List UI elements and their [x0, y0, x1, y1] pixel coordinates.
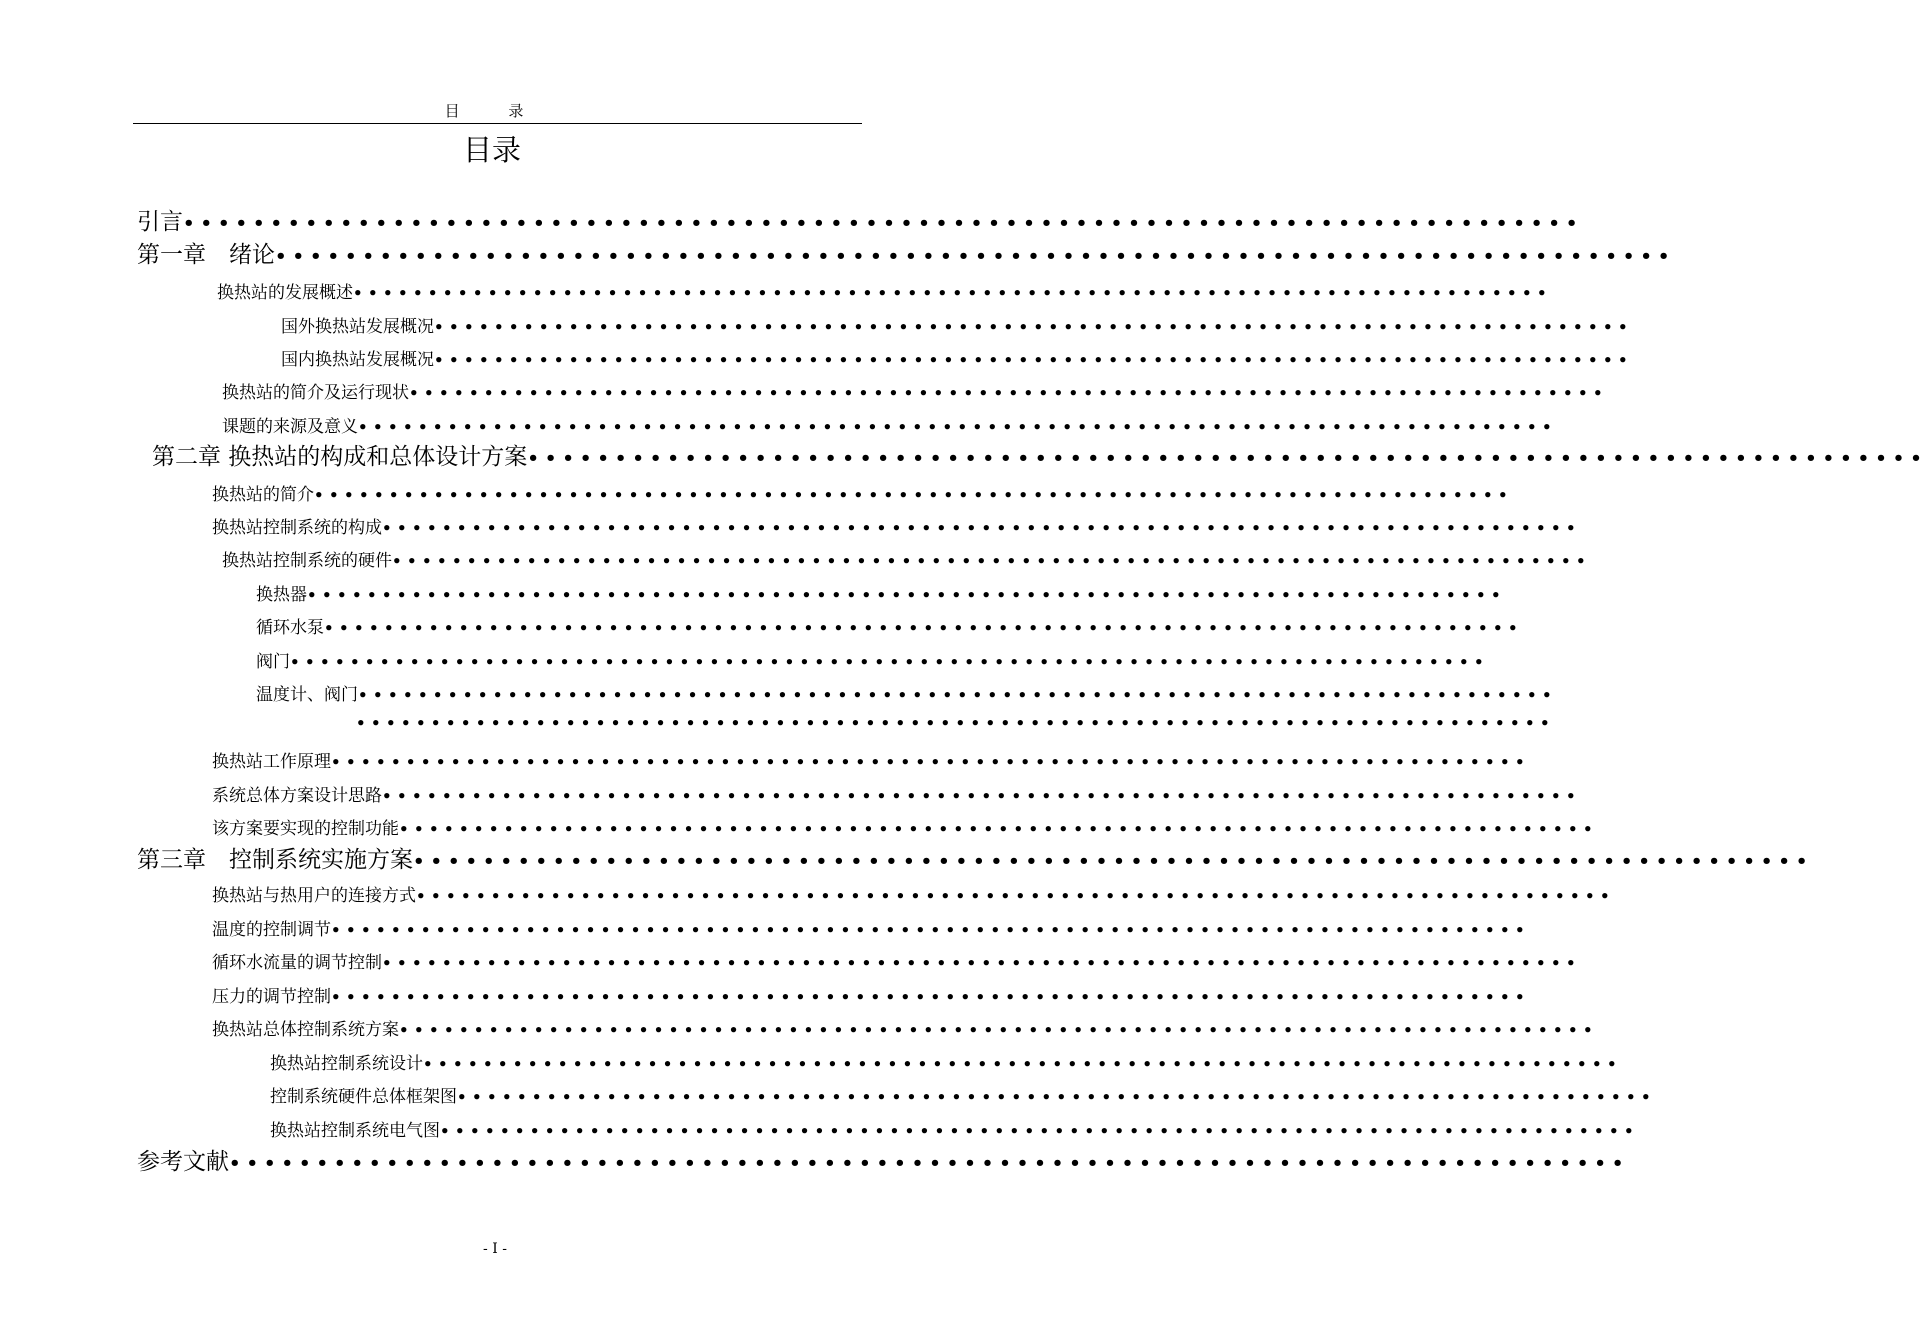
toc-entry-label: 系统总体方案设计思路	[212, 786, 382, 806]
toc-entry-label: 换热站控制系统设计	[270, 1054, 423, 1074]
toc-entry[interactable]	[356, 714, 1555, 732]
toc-entry-label: 课题的来源及意义	[222, 417, 358, 437]
toc-entry-label: 第二章 换热站的构成和总体设计方案	[152, 444, 528, 470]
toc-entry[interactable]	[270, 1082, 1656, 1107]
toc-entry[interactable]	[270, 1049, 1622, 1074]
dot-leader: ••••••••••••••••••••••••••••••••••••••••••••••••••••••••••••••••••••••••••••••••	[416, 887, 1615, 905]
toc-entry[interactable]	[212, 915, 1530, 940]
dot-leader: ••••••••••••••••••••••••••••••••••••••••••••••••••••••••••••••••••••••••••••••••	[331, 988, 1530, 1006]
dot-leader: ••••••••••••••••••••••••••••••••••••••••••••••••••••••••••••••••••••••••••••••••	[382, 519, 1581, 537]
dot-leader: ••••••••••••••••••••••••••••••••••••••••••••••••••••••••••••••••••••••••••••••••	[358, 418, 1557, 436]
toc-entry[interactable]	[137, 203, 1584, 236]
toc-entry[interactable]	[212, 781, 1581, 806]
dot-leader: ••••••••••••••••••••••••••••••••••••••••••••••••••••••••••••••••••••••••••••••••	[434, 318, 1633, 336]
dot-leader: ••••••••••••••••••••••••••••••••••••••••••••••••••••••••••••••••••••••••••••••••	[527, 448, 1928, 469]
toc-entry[interactable]	[212, 747, 1530, 772]
toc-entry[interactable]	[281, 312, 1633, 337]
toc-entry-label: 换热站控制系统电气图	[270, 1121, 440, 1141]
dot-leader: ••••••••••••••••••••••••••••••••••••••••••••••••••••••••••••••••••••••••••••••••	[457, 1088, 1656, 1106]
dot-leader: ••••••••••••••••••••••••••••••••••••••••••••••••••••••••••••••••••••••••••••••••	[399, 1021, 1598, 1039]
dot-leader: ••••••••••••••••••••••••••••••••••••••••••••••••••••••••••••••••••••••••••••••••	[275, 246, 1676, 267]
toc-entry-label: 控制系统硬件总体框架图	[270, 1087, 457, 1107]
dot-leader: ••••••••••••••••••••••••••••••••••••••••••••••••••••••••••••••••••••••••••••••••	[382, 787, 1581, 805]
page-number: - I -	[483, 1241, 507, 1257]
toc-entry-label: 换热站控制系统的构成	[212, 518, 382, 538]
toc-entry-label: 国内换热站发展概况	[281, 350, 434, 370]
toc-entry-label: 阀门	[256, 652, 290, 672]
toc-entry-label: 循环水流量的调节控制	[212, 953, 382, 973]
toc-entry[interactable]	[256, 647, 1489, 672]
running-header: 目 录	[444, 102, 546, 120]
toc-entry[interactable]	[256, 580, 1506, 605]
dot-leader: ••••••••••••••••••••••••••••••••••••••••••••••••••••••••••••••••••••••••••••••••	[440, 1122, 1639, 1140]
toc-entry-label: 国外换热站发展概况	[281, 317, 434, 337]
dot-leader: ••••••••••••••••••••••••••••••••••••••••••••••••••••••••••••••••••••••••••••••••	[358, 686, 1557, 704]
toc-entry[interactable]	[256, 613, 1523, 638]
toc-entry-label: 该方案要实现的控制功能	[212, 819, 399, 839]
page-title: 目录	[462, 133, 521, 167]
dot-leader: ••••••••••••••••••••••••••••••••••••••••••••••••••••••••••••••••••••••••••••••••	[382, 954, 1581, 972]
toc-entry-label: 换热站与热用户的连接方式	[212, 886, 416, 906]
toc-entry[interactable]	[212, 513, 1581, 538]
toc-entry-label: 换热站的发展概述	[217, 283, 353, 303]
toc-entry[interactable]	[212, 814, 1598, 839]
dot-leader: ••••••••••••••••••••••••••••••••••••••••••••••••••••••••••••••••••••••••••••••••	[290, 653, 1489, 671]
toc-entry-label: 换热站总体控制系统方案	[212, 1020, 399, 1040]
toc-entry-label: 换热站的简介及运行现状	[222, 383, 409, 403]
dot-leader: ••••••••••••••••••••••••••••••••••••••••••••••••••••••••••••••••••••••••••••••••	[434, 351, 1633, 369]
toc-entry-label: 第一章 绪论	[137, 242, 275, 268]
dot-leader: ••••••••••••••••••••••••••••••••••••••••••••••••••••••••••••••••••••••••••••••••	[183, 213, 1584, 234]
toc-entry[interactable]	[212, 948, 1581, 973]
dot-leader: ••••••••••••••••••••••••••••••••••••••••••••••••••••••••••••••••••••••••••••••••	[307, 586, 1506, 604]
toc-entry-label: 换热站控制系统的硬件	[222, 551, 392, 571]
toc-entry[interactable]	[212, 1015, 1598, 1040]
toc-entry[interactable]	[212, 982, 1530, 1007]
dot-leader: ••••••••••••••••••••••••••••••••••••••••••••••••••••••••••••••••••••••••••••••••	[392, 552, 1591, 570]
toc-entry[interactable]	[137, 1143, 1630, 1176]
toc-entry[interactable]	[270, 1116, 1639, 1141]
dot-leader: ••••••••••••••••••••••••••••••••••••••••••••••••••••••••••••••••••••••••••••••••	[331, 921, 1530, 939]
toc-entry[interactable]	[212, 881, 1615, 906]
toc-entry-label: 引言	[137, 209, 183, 235]
toc-entry-label: 参考文献	[137, 1149, 229, 1175]
toc-entry[interactable]	[137, 236, 1676, 269]
dot-leader: ••••••••••••••••••••••••••••••••••••••••••••••••••••••••••••••••••••••••••••••••	[399, 820, 1598, 838]
toc-entry-label: 温度计、阀门	[256, 685, 358, 705]
toc-entry[interactable]	[217, 278, 1552, 303]
dot-leader: ••••••••••••••••••••••••••••••••••••••••••••••••••••••••••••••••••••••••••••••••	[331, 753, 1530, 771]
toc-entry-label: 循环水泵	[256, 618, 324, 638]
toc-entry-label: 换热站工作原理	[212, 752, 331, 772]
toc-entry[interactable]	[222, 378, 1608, 403]
toc-entry-label: 换热站的简介	[212, 485, 314, 505]
toc-entry[interactable]	[281, 345, 1633, 370]
dot-leader: ••••••••••••••••••••••••••••••••••••••••••••••••••••••••••••••••••••••••••••••••	[353, 284, 1552, 302]
toc-entry[interactable]	[212, 480, 1513, 505]
dot-leader: ••••••••••••••••••••••••••••••••••••••••••••••••••••••••••••••••••••••••••••••••	[229, 1153, 1630, 1174]
toc-entry[interactable]	[137, 841, 1814, 874]
toc-entry-label: 换热器	[256, 585, 307, 605]
toc-entry[interactable]	[222, 412, 1557, 437]
dot-leader: ••••••••••••••••••••••••••••••••••••••••••••••••••••••••••••••••••••••••••••••••	[409, 384, 1608, 402]
dot-leader: ••••••••••••••••••••••••••••••••••••••••••••••••••••••••••••••••••••••••••••••••	[356, 714, 1555, 732]
toc-entry-label: 第三章 控制系统实施方案	[137, 847, 413, 873]
toc-entry[interactable]	[222, 546, 1591, 571]
toc-entry-label: 压力的调节控制	[212, 987, 331, 1007]
dot-leader: ••••••••••••••••••••••••••••••••••••••••••••••••••••••••••••••••••••••••••••••••	[423, 1055, 1622, 1073]
dot-leader: ••••••••••••••••••••••••••••••••••••••••••••••••••••••••••••••••••••••••••••••••	[324, 619, 1523, 637]
toc-entry[interactable]	[152, 438, 1928, 471]
dot-leader: ••••••••••••••••••••••••••••••••••••••••••••••••••••••••••••••••••••••••••••••••	[413, 851, 1814, 872]
dot-leader: ••••••••••••••••••••••••••••••••••••••••••••••••••••••••••••••••••••••••••••••••	[314, 486, 1513, 504]
toc-entry-label: 温度的控制调节	[212, 920, 331, 940]
toc-entry[interactable]	[256, 680, 1557, 705]
